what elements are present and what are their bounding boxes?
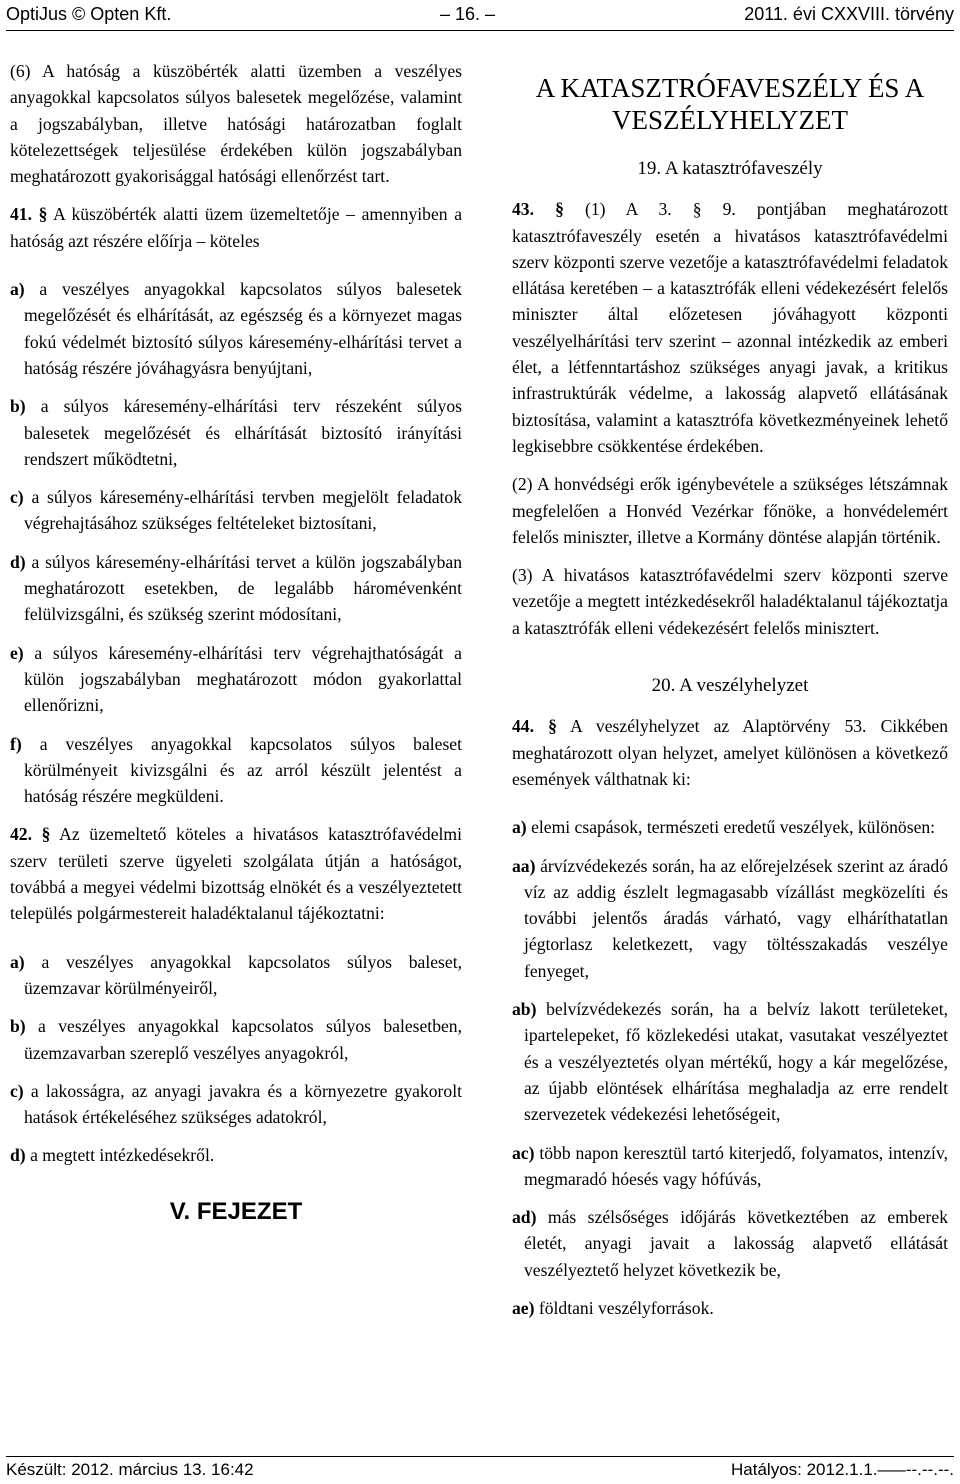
item-key: ab) [512, 999, 537, 1020]
header-publisher: OptiJus © Opten Kft. [6, 4, 172, 24]
s44-item-a [512, 814, 948, 840]
s44-item-ae [512, 1295, 948, 1321]
item-key: ad) [512, 1207, 537, 1228]
s44-item-ab [512, 996, 948, 1127]
item-key: ac) [512, 1142, 535, 1163]
paragraph-6: (6) A hatóság a küszöbérték alatti üzemben a veszélyes anyagokkal kapcsolatos súlyos balesetek megelőzése, valamint a jogszabályban, illetve hatósági határozatban foglalt kötelezettségek teljesülése érdekében külön jogszabályban meghatározott gyakorisággal hatósági ellenőrzést tart. [10, 61, 462, 187]
item-text: más szélsőséges időjárás következtében az emberek életét, anyagi javait a lakosság alapvető ellátását veszélyeztető helyzet következik be, [524, 1207, 948, 1280]
item-key: aa) [512, 855, 536, 876]
s41-item-b [10, 393, 462, 472]
item-key: c) [10, 1080, 24, 1101]
item-text: a megtett intézkedésekről. [30, 1145, 215, 1166]
header-rule [6, 30, 954, 31]
s42-item-d [10, 1142, 462, 1168]
item-text: árvízvédekezés során, ha az előrejelzések szerint az áradó víz az addig észlelt legmagasabb vízállást megközelíti és további jelentős áradás várható, vagy elháríthatatlan jégtorlasz keletkezett, vagy töltésszakadás veszélye fenyeget, [524, 855, 948, 981]
item-text: a lakosságra, az anyagi javakra és a környezetre gyakorolt hatások értékeléséhez szükséges adatokról, [24, 1080, 462, 1128]
item-text: a veszélyes anyagokkal kapcsolatos súlyos balesetek megelőzését és elhárítását, az egészség és a környezet magas fokú védelmét biztosító súlyos káresemény-elhárítási tervet a hatóság részére jóváhagyásra benyújtani, [24, 279, 462, 378]
chapter-heading: V. FEJEZET [169, 1197, 303, 1225]
item-text: földtani veszélyforrások. [538, 1297, 714, 1318]
item-text: elemi csapások, természeti eredetű veszélyek, különösen: [531, 817, 936, 838]
item-text: belvízvédekezés során, ha a belvíz lakott területeket, ipartelepeket, fő közlekedési utakat, vasutakat veszélyeztet és a veszélyeztetés olyan mértékű, hogy a kár megelőzése, az újabb elöntések elhárítása meghaladja az erre rendelt szervezetek védekezési lehetőségeit, [524, 999, 948, 1125]
item-text: a veszélyes anyagokkal kapcsolatos súlyos baleset, üzemzavar körülményeiről, [24, 951, 462, 998]
section-43-3: (3) A hivatásos katasztrófavédelmi szerv központi szerve vezetője a megtett intézkedésekről haladéktalanul tájékoztatja a katasztrófák elleni védekezésért felelős minisztert. [512, 565, 948, 638]
item-text: a súlyos káresemény-elhárítási terv részeként súlyos balesetek megelőzését és elhárítását biztosító irányítási rendszert működtetni, [24, 396, 462, 469]
right-column [512, 58, 948, 1333]
s44-item-ad [512, 1204, 948, 1283]
s41-item-d [10, 549, 462, 628]
item-key: a) [10, 951, 25, 972]
section-number: 43. § [512, 199, 564, 220]
s42-item-c [10, 1078, 462, 1131]
left-column [10, 58, 462, 1225]
subtitle-20: 20. A veszélyhelyzet [651, 675, 809, 697]
section-44 [512, 713, 948, 792]
header-law-title: 2011. évi CXXVIII. törvény [744, 4, 954, 24]
subtitle-19: 19. A katasztrófaveszély [637, 158, 823, 179]
s41-item-f [10, 731, 462, 810]
page-footer [6, 1460, 954, 1482]
page-header [6, 4, 954, 26]
s42-item-a [10, 949, 462, 1002]
item-text: a súlyos káresemény-elhárítási tervet a külön jogszabályban meghatározott esetekben, de legalább háromévenként felülvizsgálni, és szükség szerint módosítani, [24, 551, 462, 625]
section-number: 41. § [10, 204, 48, 225]
item-key: a) [10, 279, 25, 300]
section-text: (1) A 3. § 9. pontjában meghatározott katasztrófaveszély esetén a hivatásos katasztrófavédelmi szerv központi szerve vezetője a katasztrófavédelmi feladatok ellátása keretében – a katasztrófák elleni védekezésért felelős miniszter által előzetesen jóváhagyott központi veszélyelhárítási terv szerint – azonnal intézkedik az emberi élet, a létfenntartáshoz szükséges anyagi javak, a kritikus infrastruktúrák védelme, a lakosság alapvető ellátásának biztosítása, valamint a katasztrófa következményeinek lehető legkisebbre csökkentése érdekében. [512, 199, 948, 456]
item-key: ae) [512, 1297, 535, 1318]
item-key: d) [10, 551, 26, 572]
item-key: d) [10, 1145, 26, 1166]
item-text: a súlyos káresemény-elhárítási terv végrehajthatóságát a külön jogszabályban meghatározott módon gyakorlattal ellenőrizni, [24, 642, 462, 716]
s41-item-c [10, 484, 462, 537]
section-text: Az üzemeltető köteles a hivatásos katasztrófavédelmi szerv területi szerve ügyeleti szolgálata útján a hatóságot, továbbá a megyei védelmi bizottság elnökét és a veszélyeztetett település polgármestereit haladéktalanul tájékoztatni: [10, 824, 463, 924]
s41-item-a [10, 276, 462, 381]
s44-item-aa [512, 853, 948, 984]
item-text: több napon keresztül tartó kiterjedő, folyamatos, intenzív, megmaradó hóesés vagy hófúvás, [524, 1142, 948, 1189]
section-42 [10, 821, 462, 926]
item-key: c) [10, 487, 24, 508]
s42-item-b [10, 1013, 462, 1066]
s44-item-ac [512, 1140, 948, 1193]
section-text: A küszöbérték alatti üzem üzemeltetője – amennyiben a hatóság azt részére előírja – köteles [10, 204, 462, 251]
item-key: e) [10, 642, 24, 663]
section-43-2: (2) A honvédségi erők igénybevétele a szükséges létszámnak megfelelően a Honvéd Vezérkar főnöke, a honvédelemért felelős miniszter, illetve a Kormány döntése alapján történik. [512, 474, 948, 547]
footer-created: Készült: 2012. március 13. 16:42 [6, 1460, 254, 1479]
item-text: a veszélyes anyagokkal kapcsolatos súlyos balesetben, üzemzavarban szereplő veszélyes anyagokról, [24, 1016, 462, 1063]
item-key: a) [512, 817, 527, 838]
section-number: 42. § [10, 824, 51, 845]
item-key: b) [10, 396, 26, 417]
section-43-1 [512, 196, 948, 459]
footer-rule [6, 1456, 954, 1457]
s41-item-e [10, 640, 462, 719]
part-title: A KATASZTRÓFAVESZÉLY ÉS A VESZÉLYHELYZET [535, 73, 925, 135]
item-key: f) [10, 733, 22, 754]
page-number: – 16. – [440, 4, 496, 24]
section-41 [10, 201, 462, 254]
item-text: a súlyos káresemény-elhárítási tervben megjelölt feladatok végrehajtásához szükséges feltételeket biztosítani, [24, 487, 462, 534]
section-text: A veszélyhelyzet az Alaptörvény 53. Cikkében meghatározott olyan helyzet, amelyet különösen a következő események válthatnak ki: [512, 716, 948, 789]
section-number: 44. § [512, 716, 557, 737]
item-key: b) [10, 1016, 26, 1037]
footer-effective: Hatályos: 2012.1.1.–––--.--.--. [731, 1460, 954, 1479]
item-text: a veszélyes anyagokkal kapcsolatos súlyos baleset körülményeit kivizsgálni és az arról készült jelentést a hatóság részére megküldeni. [24, 733, 462, 807]
